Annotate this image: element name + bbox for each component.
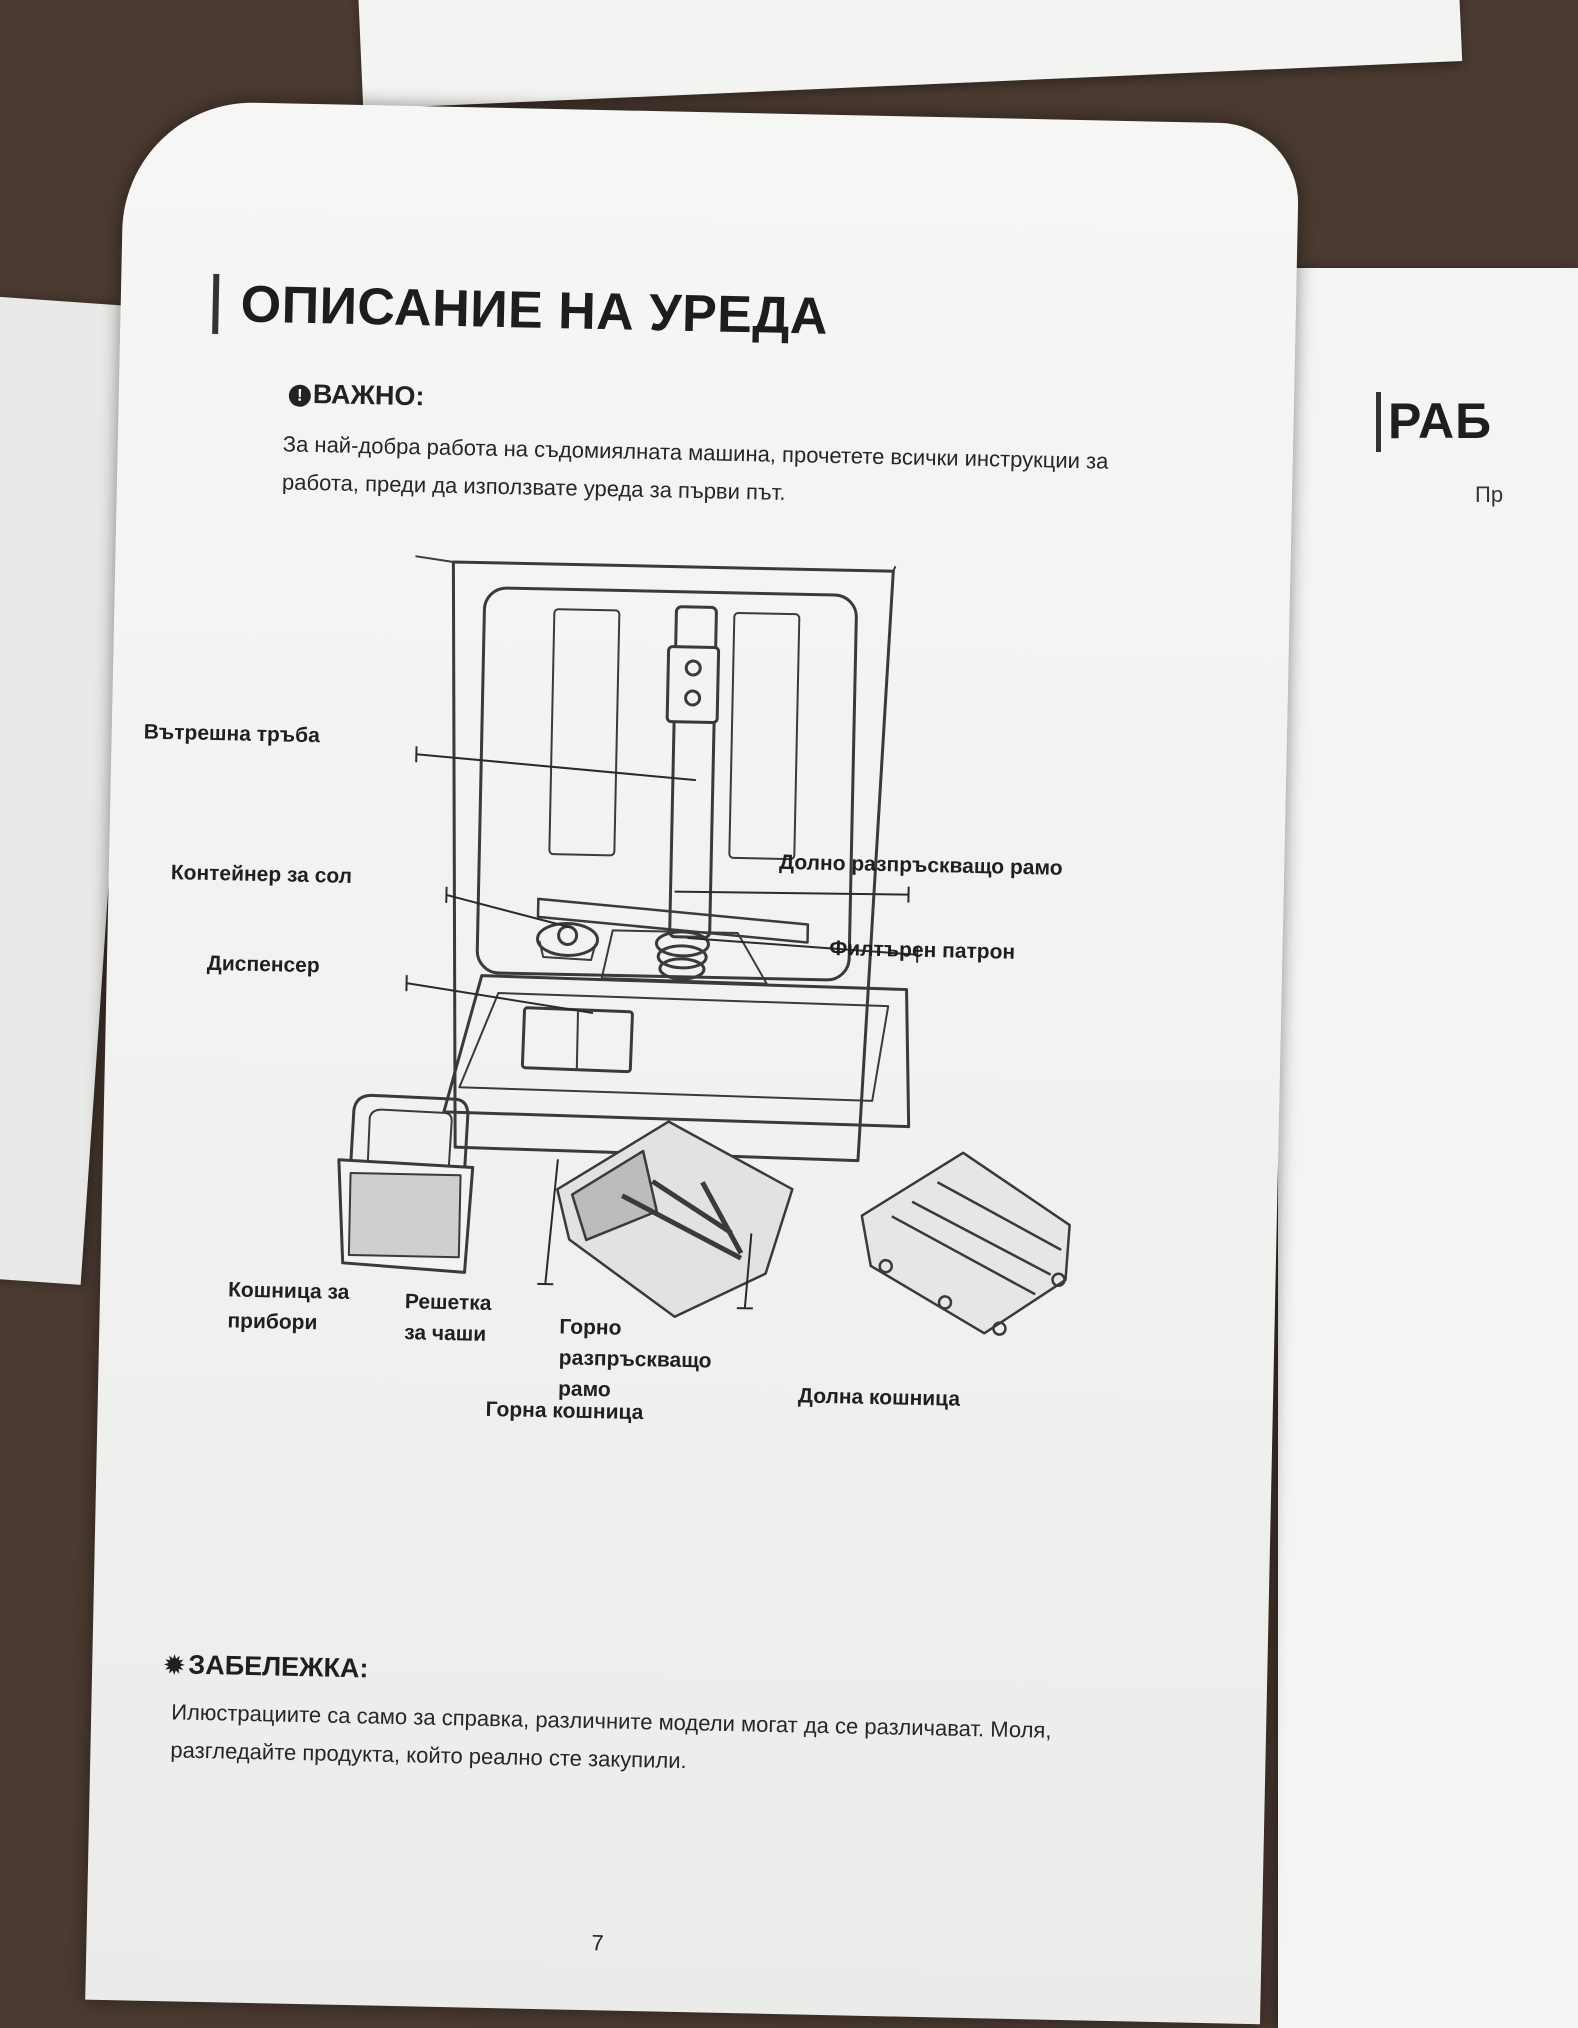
important-heading-text: ВАЖНО:: [312, 379, 425, 412]
note-heading: [164, 1649, 369, 1684]
salt-container: [537, 923, 598, 960]
important-text: За най-добра работа на съдомиялната машина, прочетете всички инструкции за работа, преди да използвате уреда за първи път.: [281, 431, 1109, 505]
label-upper-basket: Горна кошница: [485, 1397, 644, 1425]
label-upper-spray-arm: Горно разпръскващо рамо: [557, 1315, 712, 1402]
lightbulb-icon: ✹: [163, 1652, 185, 1680]
label-inner-pipe: Вътрешна тръба: [143, 720, 321, 748]
label-lower-spray-arm: Долно разпръскващо рамо: [778, 850, 1063, 880]
label-cup-rack: Решетка за чаши: [404, 1290, 492, 1346]
leader-cup-rack: [537, 1159, 558, 1284]
label-cutlery-basket: Кошница за прибори: [227, 1278, 350, 1335]
label-salt-container: Контейнер за сол: [170, 861, 353, 888]
next-page-subtext: Пр: [1475, 482, 1504, 507]
note-heading-text: ЗАБЕЛЕЖКА:: [188, 1649, 369, 1684]
upper-basket: [555, 1119, 794, 1319]
lower-basket: [859, 1151, 1071, 1336]
background-sheet-top: [358, 0, 1462, 109]
page-title: ОПИСАНИЕ НА УРЕДА: [212, 274, 829, 347]
next-page-heading: РАБ: [1388, 393, 1493, 449]
page-number: 7: [591, 1930, 605, 1956]
label-lower-basket: Долна кошница: [797, 1384, 961, 1411]
info-circle-icon: !: [289, 384, 311, 406]
dishwasher-door: [444, 975, 912, 1127]
dishwasher-tub: [477, 588, 857, 981]
leader-inner-pipe: [416, 746, 697, 780]
note-text: Илюстрациите са само за справка, различните модели могат да се различават. Моля, разгледайте продукта, който реално сте закупили.: [170, 1699, 1052, 1774]
manual-page: [85, 100, 1300, 2024]
cutlery-basket: [337, 1095, 475, 1273]
next-page-sheet: [1278, 268, 1578, 2028]
leader-salt-container: [446, 887, 572, 928]
label-dispenser: Диспенсер: [206, 951, 320, 978]
label-filter-cartridge: Филтърен патрон: [829, 936, 1016, 964]
